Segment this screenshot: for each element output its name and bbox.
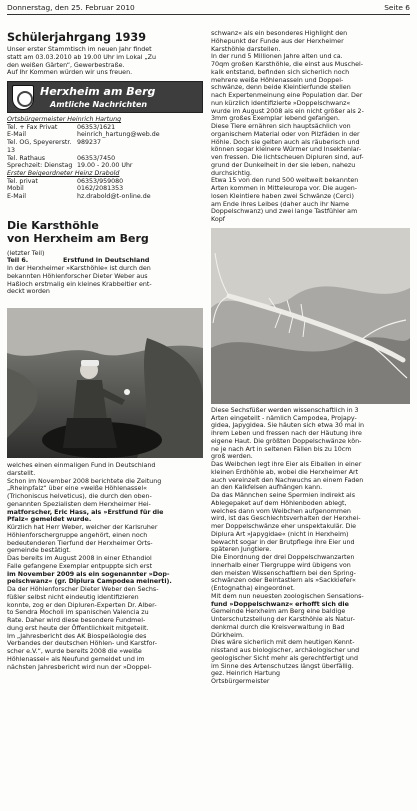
- page-header: [7, 3, 410, 15]
- body-line: auch vereinzelt den Nachwuchs an einem Faden: [211, 476, 364, 484]
- article-title-line: Die Karsthöhle: [7, 218, 99, 232]
- body-line: wird, ist das Geschlechtsverhalten der Herxhei-: [211, 515, 361, 523]
- body-line: 70qm großen Karsthöhle, die einst aus Muschel-: [211, 61, 364, 68]
- body-line: können sogar kleinere Würmer und Insektenlar-: [211, 146, 362, 154]
- mayor-heading: Ortsbürgermeister Heinrich Hartung: [7, 116, 122, 123]
- body-line: organischem Material oder von Pilzfäden in der: [211, 130, 360, 138]
- body-line: innerhalb einer Tiergruppe wird übigens von: [211, 561, 351, 569]
- left-column: [7, 17, 203, 671]
- contact-row: [7, 178, 203, 186]
- body-line: späteren Jungtiere.: [211, 546, 272, 554]
- body-line: ven fressen. Die lichtscheuen Dipluren sind, auf-: [211, 154, 364, 161]
- body-line: mer Doppelschwänze eher unspektakulär. Die: [211, 523, 357, 530]
- body-line: Gemeinde Herxheim am Berg eine baldige: [211, 608, 346, 616]
- body-line: nach Expertenmeinung eine Population dar. Der: [211, 92, 363, 99]
- body-line: nächsten Jahresbericht wird nun der »Doppel-: [7, 663, 152, 671]
- body-line: Im „Jahresbericht des AK Biospeläologie des: [7, 632, 147, 640]
- body-line: geologischer Sicht mehr als gerechtfertigt und: [211, 654, 358, 662]
- contact-label: Mobil: [7, 185, 24, 193]
- body-line: losen Kleintiere haben zwei Schwänze (Cerci): [211, 192, 354, 200]
- body-line: Dies wäre sicherlich mit dem heutigen Kennt-: [211, 639, 355, 647]
- body-line: eigene Haut. Die größten Doppelschwänze kön-: [211, 437, 362, 445]
- body-line: (Trichoniscus helveticus), die durch den oben-: [7, 493, 152, 501]
- signature-title: Ortsbürgermeister: [211, 678, 270, 685]
- body-line: Unterschutzstellung der Karsthöhle als Natur-: [211, 616, 355, 623]
- article-subtitle: (letzter Teil): [7, 249, 45, 257]
- body-line: welches dann vom Weibchen aufgenommen: [211, 507, 351, 515]
- banner-subtitle: Amtliche Nachrichten: [50, 100, 148, 109]
- contact-value: 06353/959080: [77, 177, 124, 185]
- photo-doppelschwanz-image: [211, 228, 410, 404]
- contact-row: [7, 139, 203, 154]
- body-line: ihrem Leben und fressen nach der Häutung ihre: [211, 430, 362, 437]
- body-line: Ablegepaket auf dem Höhlenboden ablegt,: [211, 499, 347, 507]
- lead-line: bekannten Höhlenforscher Dieter Weber aus: [7, 272, 148, 280]
- signature-name: gez. Heinrich Hartung: [211, 670, 281, 678]
- body-line: Schon im November 2008 berichtete die Zeitung: [7, 477, 162, 485]
- body-line: schwanz« als ein besonderes Highlight den: [211, 30, 348, 37]
- coat-of-arms-icon: [12, 85, 34, 110]
- body-line: Karsthöhle darstellen.: [211, 45, 281, 53]
- body-line: bewacht sogar in der Brutpflege ihre Eier und: [211, 538, 355, 546]
- cave-photo: [7, 308, 203, 458]
- body-line: konnte, zog er den Dipluren-Experten Dr. Alber-: [7, 601, 157, 609]
- contact-value: 0162/2081353: [77, 185, 124, 193]
- body-line: durchsichtig.: [211, 169, 252, 177]
- body-line: welches einen einmaligen Fund in Deutschland: [7, 462, 156, 470]
- stammtisch-notice: [7, 46, 203, 77]
- body-line: grund der Dunkelheit in der sie leben, nahezu: [211, 161, 356, 169]
- lead-line: In der Herxheimer »Karsthöhle« ist durch den: [7, 265, 151, 273]
- body-line: kalk entstand, befinden sich sicherlich noch: [211, 68, 350, 76]
- body-line: pelschwanz« (gr. Diplura Campodea meinerti).: [7, 578, 172, 586]
- body-line: am Ende ihres Leibes (daher auch ihr Name: [211, 200, 349, 208]
- contact-email[interactable]: hz.drabold@t-online.de: [77, 193, 151, 201]
- lead-line: deckt worden: [7, 288, 50, 296]
- contact-label: Tel. Rathaus: [7, 154, 46, 162]
- body-line: Dürkheim.: [211, 631, 245, 639]
- body-line: mehrere weiße Höhlenasseln und Doppel-: [211, 76, 344, 84]
- photo-cave-explorer-image: [7, 308, 203, 458]
- body-line: Diese Sechsfüßer werden wissenschaftlich in 3: [211, 406, 359, 414]
- deputy-heading: Erster Beigeordneter Heinz Drabold: [7, 169, 120, 177]
- contact-block: [7, 116, 203, 201]
- body-line: schwänze, denn beide Kleintierfunde stellen: [211, 84, 351, 92]
- body-line: füßler selbst nicht eindeutig identifizieren: [7, 593, 139, 601]
- body-line: Arten eingeteilt - nämlich Campodea, Projapy-: [211, 414, 357, 422]
- section-title: Schülerjahrgang 1939: [7, 31, 146, 44]
- body-line: Höhlenforschergruppe angehört, einen noch: [7, 531, 148, 539]
- contact-value: 06353/7450: [77, 154, 116, 162]
- contact-row: [7, 193, 203, 201]
- part-label: Teil 6.: [7, 257, 29, 265]
- body-line: ne je nach Art in seltenen Fällen bis zu 10cm: [211, 445, 352, 453]
- contact-label: Tel. OG, Speyererstr. 13: [7, 139, 72, 154]
- body-line: Rate. Daher wird diese besondere Fundmel-: [7, 617, 146, 625]
- contact-label: E-Mail: [7, 131, 27, 139]
- body-line: bedeutenderen Tierfund der Herxheimer Orts-: [7, 539, 153, 547]
- body-line: Das bereits im August 2008 in einer Ethandiol: [7, 555, 152, 563]
- body-line: genannten Spezialisten dem Herxheimer Hei-: [7, 500, 151, 508]
- article-body-right-bottom: [211, 407, 410, 686]
- body-line: Das Weibchen legt ihre Eier als Eiballen in einer: [211, 461, 362, 468]
- body-line: Diplura Art »Japygidae« (nicht in Herxheim): [211, 530, 349, 538]
- body-line: gemeinde bestätigt.: [7, 547, 71, 555]
- body-line: den meisten Wissenschaftlern bei den Spring-: [211, 569, 356, 577]
- body-line: Die Einordnung der drei Doppelschwanzarten: [211, 554, 355, 561]
- body-line: (Entognatha) eingeordnet.: [211, 585, 295, 592]
- body-line: „Rheinpfalz“ über eine »weiße Höhlenassel«: [7, 485, 148, 493]
- body-line: Höhlenassel« als Neufund gemeldet und im: [7, 655, 145, 663]
- part-heading: [7, 257, 203, 265]
- body-line: Verbandes der deutschen Höhlen- und Karstfor-: [7, 640, 157, 648]
- body-line: Da der Höhlenforscher Dieter Weber den Sechs-: [7, 586, 159, 594]
- contact-label: E-Mail: [7, 193, 27, 201]
- diplura-photo: [211, 228, 410, 404]
- body-line: Falle gefangene Exemplar entpuppte sich erst: [7, 562, 153, 570]
- contact-label: Tel. privat: [7, 177, 38, 185]
- notice-line: Auf Ihr Kommen würden wir uns freuen.: [7, 69, 133, 77]
- body-line: wurde im August 2008 als ein nicht größer als 2-: [211, 107, 364, 115]
- body-line: Kürzlich hat Herr Weber, welcher der Karlsruher: [7, 524, 158, 532]
- contact-row: [7, 162, 203, 170]
- contact-row: [7, 185, 203, 193]
- body-line: Doppelschwanz) und zwei lange Tastfühler am: [211, 208, 358, 216]
- body-line: darstellt.: [7, 469, 36, 477]
- body-line: 3mm großes Exemplar lebend gefangen.: [211, 115, 340, 123]
- body-line: Kopf: [211, 216, 225, 223]
- notice-line: statt am 03.03.2010 ab 19.00 Uhr im Lokal „Zu: [7, 53, 157, 61]
- body-line: Höhle. Doch sie gelten auch als räuberisch und: [211, 138, 360, 146]
- body-line: schwänzen oder Beintastlern als »Sackkiefer«: [211, 577, 356, 585]
- header-page-number: Seite 6: [384, 3, 410, 12]
- right-column: [211, 17, 410, 686]
- body-line: Da das Männchen seine Spermien indirekt als: [211, 492, 355, 499]
- body-line: im November 2009 als ein sogenannter »Dop-: [7, 570, 170, 578]
- notice-line: Unser erster Stammtisch im neuen Jahr findet: [7, 46, 152, 53]
- body-line: Höhepunkt der Funde aus der Herxheimer: [211, 37, 344, 45]
- body-line: nun kürzlich identifizierte »Doppelschwanz«: [211, 99, 351, 107]
- body-line: nisstand aus biologischer, archäologischer und: [211, 647, 360, 654]
- article-body-right-top: [211, 30, 410, 224]
- lead-line: Haßloch erstmalig ein kleines Krabbeltier ent-: [7, 280, 152, 288]
- body-line: matforscher, Eric Hass, als »Erstfund für die: [7, 508, 164, 516]
- contact-label: Tel. + Fax Privat: [7, 123, 58, 131]
- contact-row: [7, 155, 203, 163]
- body-line: In der rund 5 Millionen Jahre alten und ca.: [211, 53, 343, 61]
- body-line: dung erst heute der Öffentlichkeit mitgeteilt.: [7, 624, 149, 632]
- body-line: Pfalz« gemeldet wurde.: [7, 516, 92, 524]
- body-line: groß werden.: [211, 453, 253, 461]
- notice-line: den weißen Gärten“, Gewerbestraße.: [7, 61, 125, 69]
- body-line: scher e.V.“, wurde bereits 2008 die »weiße: [7, 648, 142, 656]
- contact-row: [7, 131, 203, 139]
- body-line: Mit dem nun neuesten zoologischen Sensations-: [211, 592, 364, 600]
- body-line: fund »Doppelschwanz« erhofft sich die: [211, 600, 349, 608]
- body-line: im Sinne des Artenschutzes längst überfällig.: [211, 662, 354, 670]
- contact-email[interactable]: heinrich_hartung@web.de: [77, 131, 160, 139]
- contact-value: 19.00 - 20.00 Uhr: [77, 162, 133, 170]
- body-line: Etwa 15 von den rund 500 weltweit bekannten: [211, 177, 359, 185]
- body-line: gidea, Japygidea. Sie häuten sich etwa 30 mal in: [211, 422, 365, 430]
- article-body-left: [7, 462, 203, 671]
- contact-label: Sprechzeit: Dienstag: [7, 162, 73, 170]
- body-line: Arten kommen in Mitteleuropa vor. Die augen-: [211, 185, 358, 192]
- body-line: denkmal durch die Kreisverwaltung in Bad: [211, 623, 345, 631]
- article-lead: [7, 265, 203, 296]
- part-title: Erstfund in Deutschland: [63, 257, 150, 265]
- contact-value: 06353/1621: [77, 123, 116, 131]
- header-date: Donnerstag, den 25. Februar 2010: [7, 3, 135, 12]
- banner-title: Herxheim am Berg: [40, 85, 156, 98]
- municipal-banner: [7, 81, 203, 113]
- article-heading: [7, 219, 203, 246]
- body-line: Diese Tiere ernähren sich hauptsächlich von: [211, 123, 351, 130]
- body-line: an den Kalkfelsen aufhängen kann.: [211, 484, 323, 492]
- body-line: kleinen Erdhöhle ab, wobei die Herxheimer Art: [211, 468, 359, 476]
- contact-value: 989237: [77, 139, 102, 147]
- article-title-line: von Herxheim am Berg: [7, 232, 149, 246]
- body-line: to Sendra Mocholi im spanischen Valencia zu: [7, 609, 149, 617]
